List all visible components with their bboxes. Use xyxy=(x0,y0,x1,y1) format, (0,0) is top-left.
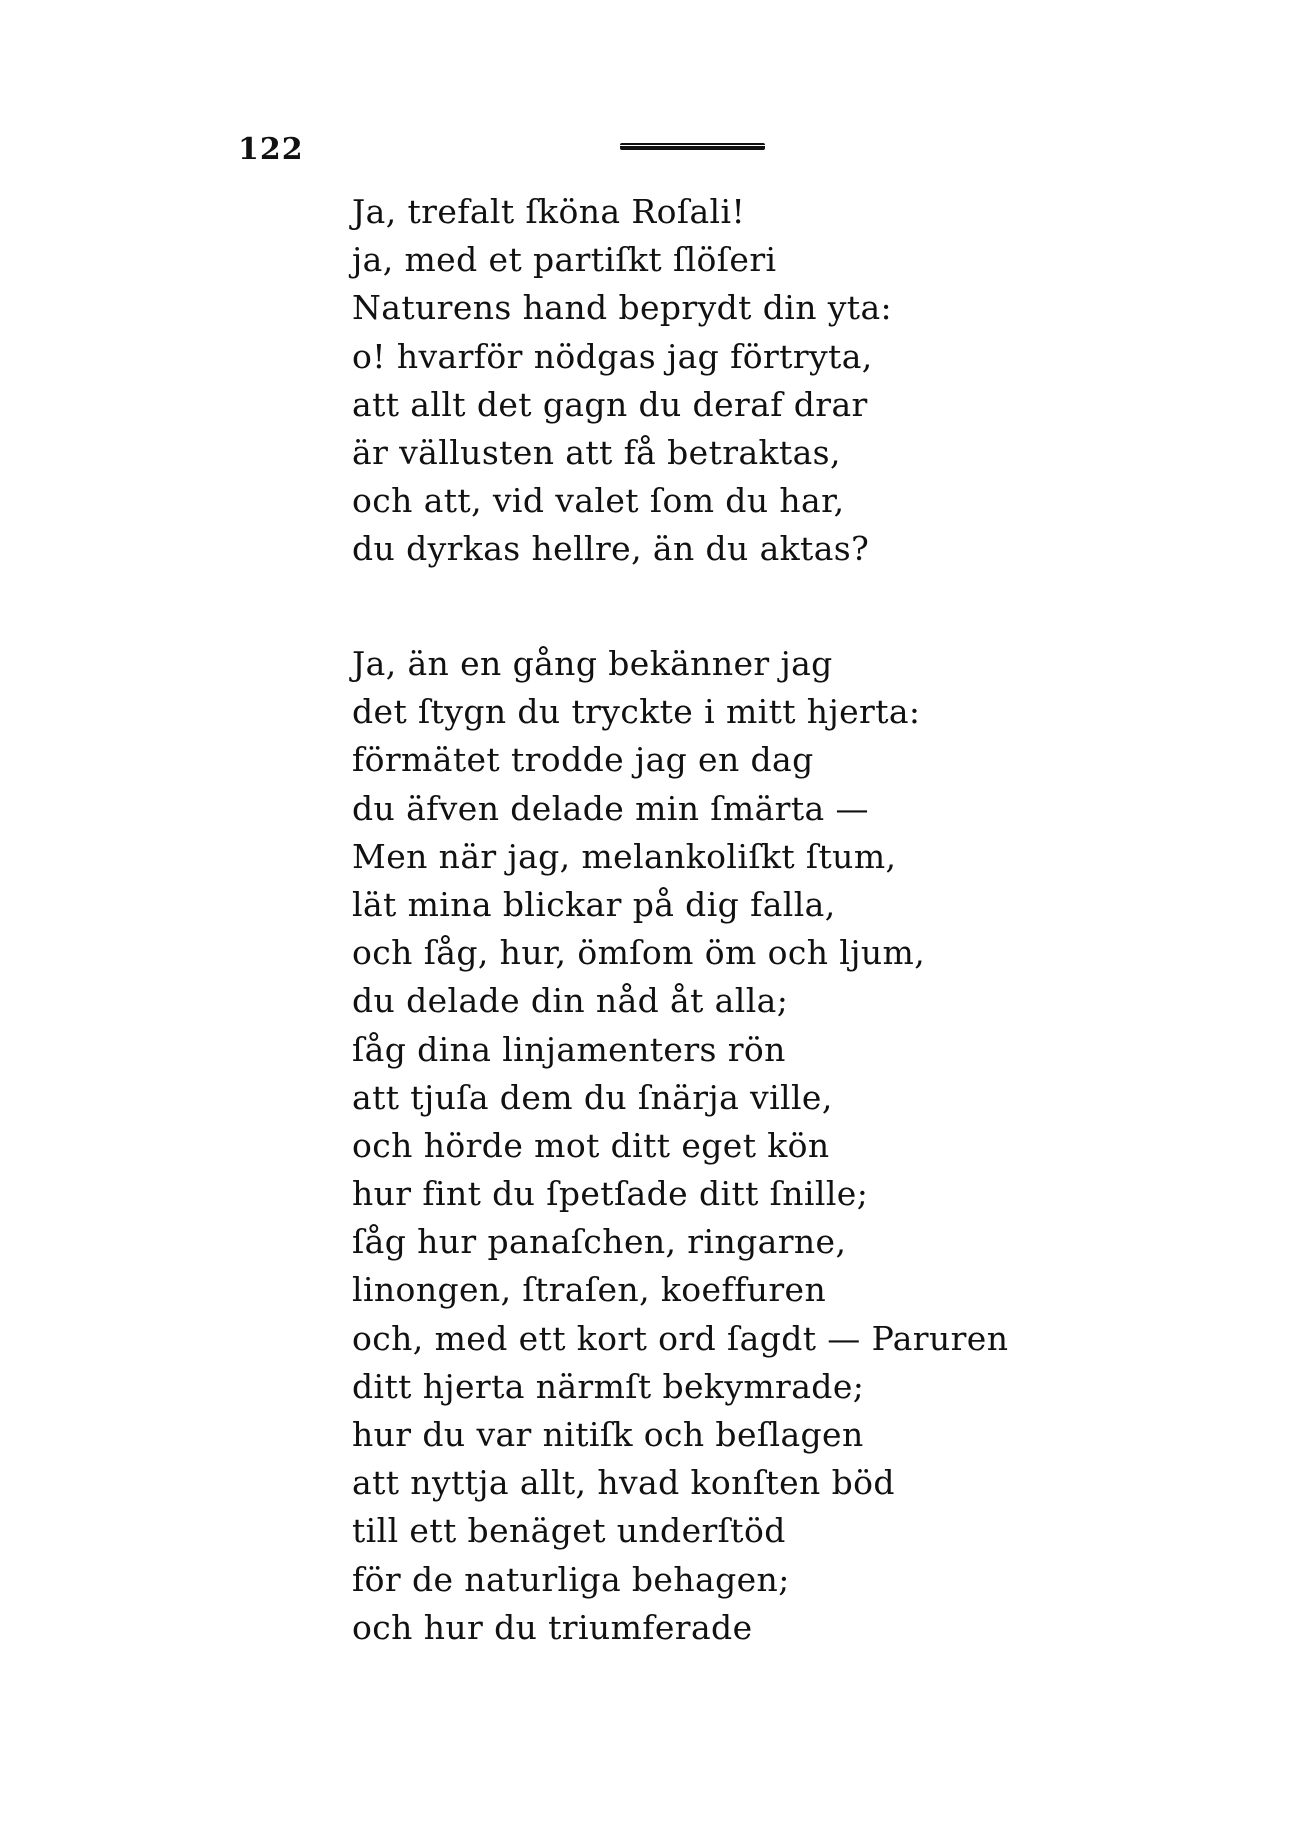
verse-line: du äfven delade min ſmärta — xyxy=(352,788,869,828)
verse-line: Ja, än en gång bekänner jag xyxy=(352,644,833,683)
verse-line: du dyrkas hellre, än du aktas? xyxy=(352,529,870,569)
verse-line: du delade din nåd åt alla; xyxy=(352,981,789,1021)
verse-line: till ett benäget underſtöd xyxy=(352,1511,786,1551)
verse-line: och ſåg, hur, ömſom öm och ljum, xyxy=(352,933,926,973)
verse-line: Men när jag, melankoliſkt ſtum, xyxy=(352,836,897,876)
verse-line: Ja, trefalt ſköna Roſali! xyxy=(352,192,746,231)
verse-line: och, med ett kort ord ſagdt — Paruren xyxy=(352,1318,1009,1358)
stanza-1 xyxy=(352,188,892,574)
verse-line: att tjuſa dem du ſnärja ville, xyxy=(352,1077,833,1117)
verse-line: Naturens hand beprydt din yta: xyxy=(352,288,893,328)
verse-line: och att, vid valet ſom du har, xyxy=(352,481,845,521)
verse-line: ſåg dina linjamenters rön xyxy=(352,1029,786,1069)
page-number: 122 xyxy=(238,132,304,167)
verse-line: förmätet trodde jag en dag xyxy=(352,740,814,780)
verse-line: o! hvarför nödgas jag förtryta, xyxy=(352,336,873,376)
verse-line: hur fint du ſpetſade ditt ſnille; xyxy=(352,1174,869,1214)
stanza-2 xyxy=(352,640,1008,1652)
verse-line: lät mina blickar på dig falla, xyxy=(352,884,836,924)
verse-line: hur du var nitiſk och beſlagen xyxy=(352,1415,864,1454)
verse-line: och hörde mot ditt eget kön xyxy=(352,1125,830,1165)
verse-line: för de naturliga behagen; xyxy=(352,1559,790,1599)
verse-line: är vällusten att få betraktas, xyxy=(352,432,841,472)
verse-line: att allt det gagn du deraf drar xyxy=(352,384,868,424)
verse-line: ditt hjerta närmſt bekymrade; xyxy=(352,1366,865,1406)
verse-line: ſåg hur panaſchen, ringarne, xyxy=(352,1222,847,1262)
verse-line: ja, med et partiſkt ſlöſeri xyxy=(352,240,777,280)
verse-line: att nyttja allt, hvad konſten böd xyxy=(352,1463,895,1503)
verse-line: det ſtygn du tryckte i mitt hjerta: xyxy=(352,692,921,732)
header-rule xyxy=(620,143,765,150)
verse-line: linongen, ſtraſen, koeffuren xyxy=(352,1270,827,1310)
verse-line: och hur du triumferade xyxy=(352,1607,753,1647)
